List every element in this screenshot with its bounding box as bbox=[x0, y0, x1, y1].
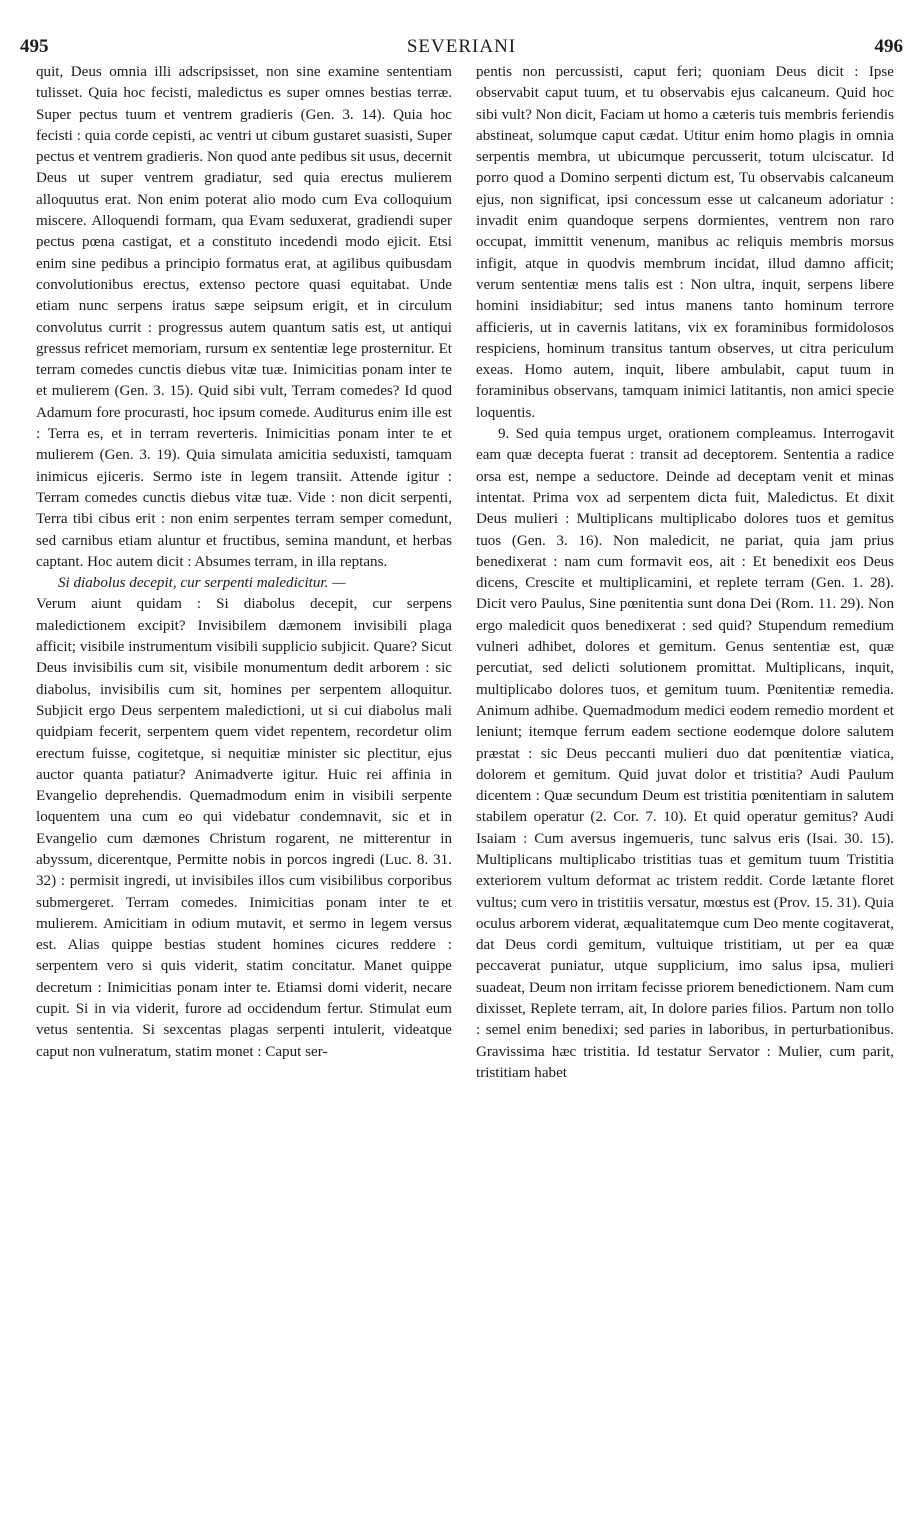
left-column bbox=[36, 62, 452, 1063]
page-number-left: 495 bbox=[20, 36, 49, 57]
right-paragraph-1: pentis non percussisti, caput feri; quoniam Deus dicit : Ipse observabit caput tuum, et tu observabis ejus calcaneum. Quid hoc sibi vult? Non dicit, Faciam ut homo a cæteris tuis membris feriendis abstineat, solumque caput cædat. Utitur enim homo plagis in omnia serpentis membra, ut ubicumque percusserit, totum ulciscatur. Id porro quod a Domino serpenti dictum est, Tu observabis calcaneum ejus, non significat, ipsi concessum esse ut calcaneum adoriatur : invadit enim quandoque serpens dormientes, ventrem non raro occupat, immittit venenum, manibus ac reliquis membris morsus infigit, atque in quodvis membrum incidat, illud damno afficit; verum sententiæ mens talis est : Non ultra, inquit, serpens libere homini insidiabitur; sed intus manens tanto hominum terrore afficieris, ut in cavernis latitans, vix ex foraminibus formidolosos respiciens, hominum transitus tantum observes, ut citra periculum exeas. Homo autem, inquit, libere ambulabit, caput tuum in foraminibus observans, tamquam inimici latitantis, non amici specie loquentis. bbox=[476, 64, 894, 421]
left-paragraph-1: quit, Deus omnia illi adscripsisset, non sine examine sententiam tulisset. Quia hoc fecisti, maledictus es super omnes bestias terræ. Super pectus tuum et ventrem gradieris (Gen. 3. 14). Quia hoc fecisti : quia corde cepisti, ac ventri ut cibum gustaret suasisti, Super pectus et ventrem gradieris. Non quod ante pedibus sit usus, decernit Deus ut super ventrem gradiatur, sed quia erectus mulierem alloquutus erat. Non enim poterat alio modo cum Eva colloquium miscere. Alloquendi formam, qua Evam seduxerat, gradiendi super pectus pœna castigat, et a constituto incedendi modo ejicit. Etsi enim sine pedibus a principio formatus erat, at agilibus quibusdam convolutionibus erectus, extenso pectore quasi equitabat. Unde etiam nunc serpens iratus sæpe seipsum erigit, et in circulum convolutus currit : progressus autem quantum satis est, ut antiqui gressus refricet memoriam, rursum ex sententiæ lege prosternitur. Et terram comedes cunctis diebus vitæ tuæ. Inimicitias ponam inter te et mulierem (Gen. 3. 15). Quid sibi vult, Terram comedes? Id quod Adamum fore procurasti, hoc ipsum comede. Auditurus enim ille est : Terra es, et in terram reverteris. Inimicitias ponam inter te et mulierem (Gen. 3. 19). Quia simulata amicitia seduxisti, tamquam inimicus ejiceris. Sermo iste in legem transiit. Attende igitur : Terram comedes cunctis diebus vitæ tuæ. Vide : non dicit serpenti, Terra tibi cibus erit : non enim serpentes terram semper comedunt, sed carnibus etiam aluntur et fructibus, semina mandunt, et herbas captant. Hoc autem dicit : Absumes terram, in illa reptans. bbox=[36, 64, 452, 570]
page-header bbox=[20, 36, 903, 64]
left-paragraph-2: Verum aiunt quidam : Si diabolus decepit, cur serpens maledictionem excipit? Invisibilem dæmonem invisibili plaga afficit; visibile instrumentum visibili supplicio subjicit. Quare? Sicut Deus invisibilis cum sit, visibile monumentum dedit arborem : sic diabolus, invisibilis cum sit, homines per serpentem alloquitur. Subjicit ergo Deus serpentem maledictioni, ut si cui diabolus mali quidpiam fecerit, serpentem quem videt repentem, recordetur olim erectum fuisse, cogitetque, si nequitiæ minister sic plectitur, ejus auctor quanta patiatur? Animadverte igitur. Huic rei affinia in Evangelio deprehendis. Quemadmodum enim in visibili serpente loquentem una cum eo qui videbatur condemnavit, sic et in Evangelio cum dæmones Christum rogarent, ne mitterentur in abyssum, dicerentque, Permitte nobis in porcos ingredi (Luc. 8. 31. 32) : permisit ingredi, ut invisibiles illos cum visibilibus corporibus submergeret. Terram comedes. Inimicitias ponam inter te et mulierem. Amicitiam in odium mutavit, et sermo in legem versus est. Alias quippe bestias student homines cicures reddere : serpentem vero si quis viderit, statim concitatur. Manet quippe decretum : Inimicitias ponam inter te. Etiamsi domi viderit, necare cupit. Si in via viderit, furore ad occidendum fertur. Stimulat eum vetus sententia. Si sexcentas plagas serpenti intulerit, videatque caput non vulneratum, statim monet : Caput ser- bbox=[36, 596, 452, 1060]
running-title: SEVERIANI bbox=[406, 36, 517, 57]
page-number-right: 496 bbox=[874, 36, 903, 57]
section-heading: Si diabolus decepit, cur serpenti maledicitur. — bbox=[58, 575, 346, 592]
right-column bbox=[476, 62, 894, 1084]
right-paragraph-2: 9. Sed quia tempus urget, orationem compleamus. Interrogavit eam quæ decepta fuerat : transit ad deceptorem. Sententia a radice orsa est, nempe a seductore. Deinde ad deceptam venit et minas intentat. Prima vox ad serpentem dicta fuit, Maledictus. Et dixit Deus mulieri : Multiplicans multiplicabo dolores tuos et gemitus tuos (Gen. 3. 16). Non maledicit, ne pariat, quia jam prius benedixerat : nam cum formavit eos, ait : Et benedixit eos Deus dicens, Crescite et multiplicamini, et replete terram (Gen. 1. 28). Dicit vero Paulus, Sine pœnitentia sunt dona Dei (Rom. 11. 29). Non ergo maledicit quos benedixerat : sed quid? Stupendum remedium vulneri adhibet, dolores et gemitum. Genus sententiæ est, quæ percutiat, sed delicti solutionem promittat. Multiplicans, inquit, multiplicabo dolores tuos, et gemitum tuum. Pœnitentiæ remedia. Animum adhibe. Quemadmodum medici eodem remedio mordent et leniunt; itemque ferrum eadem sectione eodemque dolore salutem præstat : sic Deus peccanti mulieri duo dat pœnitentiæ viatica, dolorem et gemitum. Quid juvat dolor et tristitia? Audi Paulum dicentem : Quæ secundum Deum est tristitia pœnitentiam in salutem stabilem operatur (2. Cor. 7. 10). Et quid operatur gemitus? Audi Isaiam : Cum aversus ingemueris, tunc salvus eris (Isai. 30. 15). Multiplicans multiplicabo tristitias tuas et gemitum tuum Tristitia exteriorem vultum deformat ac tristem reddit. Corde lætante floret vultus; cum vero in tristitiis versatur, mœstus est (Prov. 15. 31). Quia oculus arborem viderat, æqualitatemque cum Deo mente cogitaverat, dat Deus cordi gemitum, vultuique tristitiam, ut per ea quæ peccaverat puniatur, utque supplicium, imo salus ipsa, mulieri suadeat, Deum non irritam fecisse priorem benedictionem. Nam cum dixisset, Replete terram, ait, In dolore paries filios. Partum non tollo : semel enim benedixi; sed paries in laboribus, in perturbationibus. Gravissima hæc tristitia. Id testatur Servator : Mulier, cum parit, tristitiam habet bbox=[476, 426, 894, 1081]
